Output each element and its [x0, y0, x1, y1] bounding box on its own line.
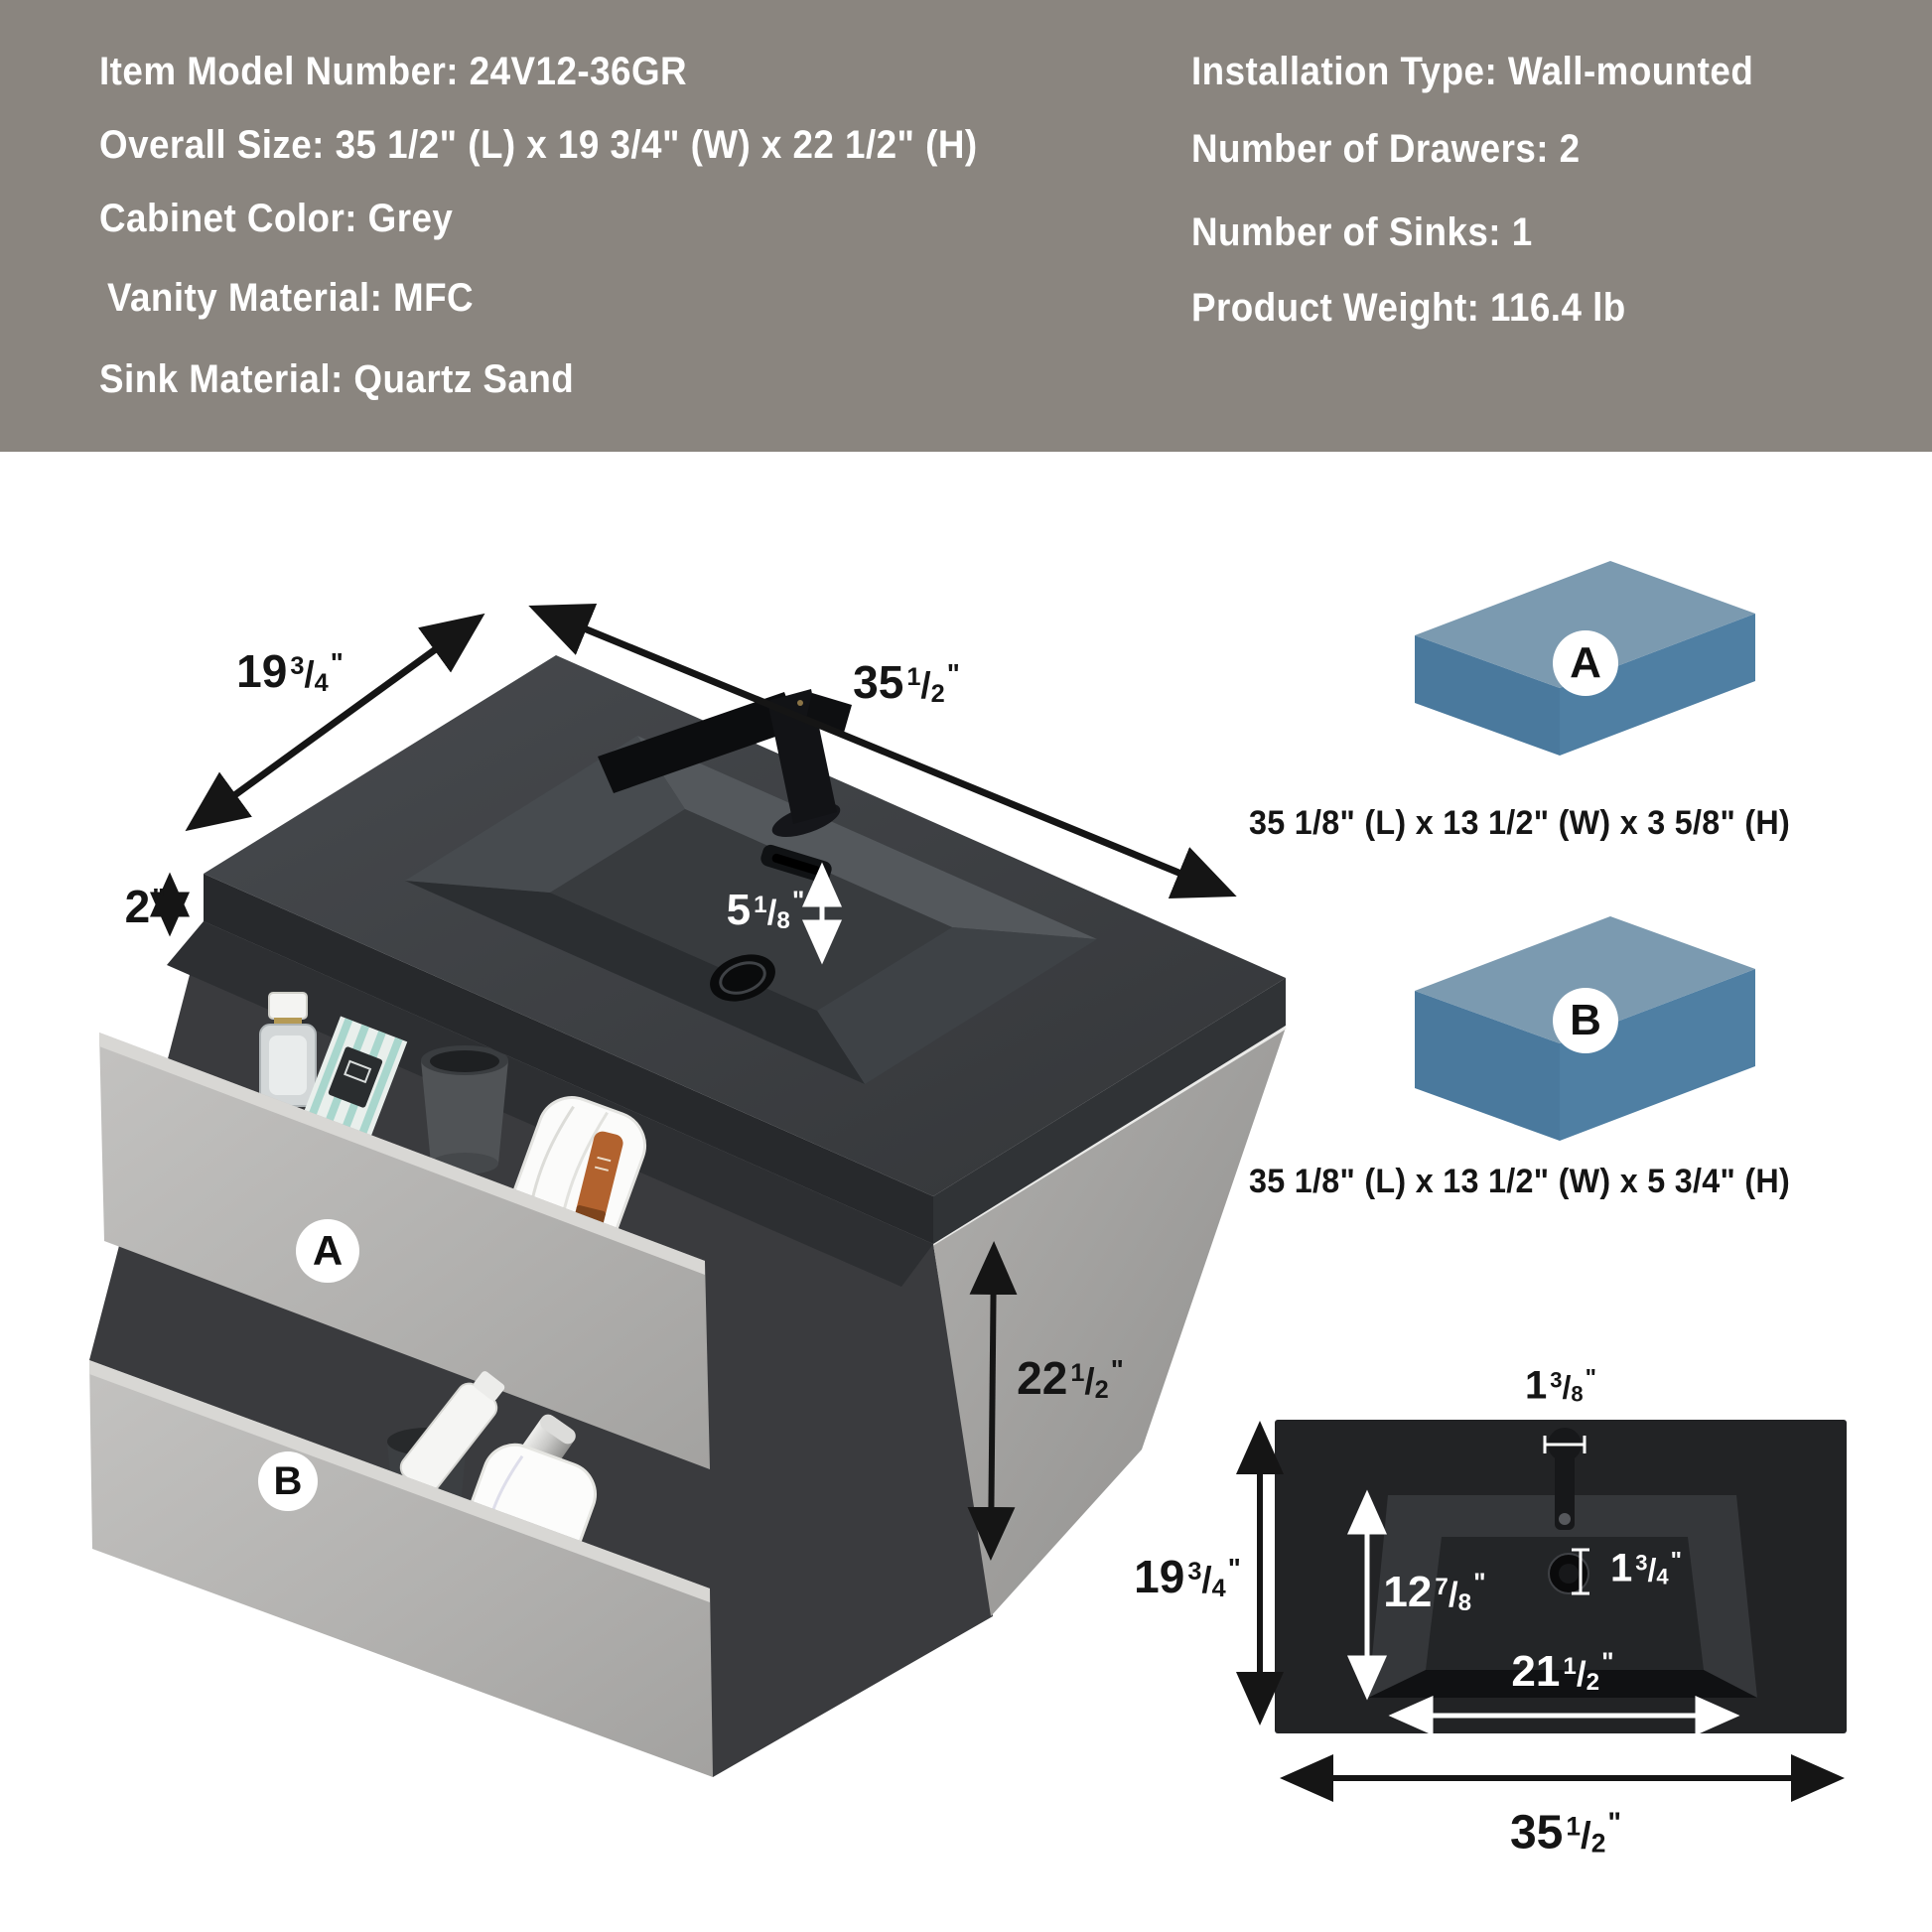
box-b-badge: B	[1553, 988, 1618, 1053]
spec-model: Item Model Number: 24V12-36GR	[99, 50, 688, 93]
cup	[421, 1045, 508, 1174]
dim-height-label: 22 $^1/_2^"$	[1017, 1352, 1124, 1404]
dim-length-label: 35 $^1/_2^"$	[853, 656, 960, 708]
tv-basin-length-label: 21 $^1/_2^"$	[1511, 1647, 1614, 1696]
dim-thickness-label: 2"	[124, 881, 166, 932]
dim-depth-label: 19 $^3/_4^"$	[236, 645, 344, 697]
tv-depth-label: 19 $^3/_4^"$	[1134, 1551, 1241, 1602]
spec-weight: Product Weight: 116.4 lb	[1191, 286, 1626, 330]
spec-header	[0, 0, 1932, 452]
perfume-bottle	[260, 993, 316, 1106]
tv-drain-label: 1 $^3/_4^"$	[1609, 1546, 1683, 1590]
height-arrow	[991, 1250, 994, 1552]
spec-overall-size: Overall Size: 35 1/2" (L) x 19 3/4" (W) x 22 1/2" (H)	[99, 123, 978, 167]
box-b-dims: 35 1/8" (L) x 13 1/2" (W) x 5 3/4" (H)	[1249, 1163, 1791, 1200]
tv-length-label: 35 $^1/_2^"$	[1509, 1806, 1622, 1860]
spec-sinks: Number of Sinks: 1	[1191, 210, 1533, 254]
spec-vanity-material: Vanity Material: MFC	[107, 276, 475, 320]
spec-drawers: Number of Drawers: 2	[1191, 127, 1581, 171]
spec-installation: Installation Type: Wall-mounted	[1191, 50, 1754, 93]
spec-cabinet-color: Cabinet Color: Grey	[99, 197, 454, 240]
drawer-b-badge: B	[258, 1451, 318, 1511]
tv-faucet-hole-label: 1 $^3/_8^"$	[1524, 1363, 1597, 1408]
drawer-a-badge: A	[296, 1219, 359, 1283]
sink-top-view	[1260, 1420, 1847, 1778]
spec-sink-material: Sink Material: Quartz Sand	[99, 357, 575, 401]
box-a-dims: 35 1/8" (L) x 13 1/2" (W) x 3 5/8" (H)	[1249, 804, 1791, 842]
dim-sink-depth-label: 5 $^1/_8^"$	[726, 886, 805, 934]
vanity-illustration	[89, 610, 1286, 1777]
tv-basin-depth-label: 12 $^7/_8^"$	[1383, 1568, 1486, 1616]
box-a-badge: A	[1553, 630, 1618, 696]
